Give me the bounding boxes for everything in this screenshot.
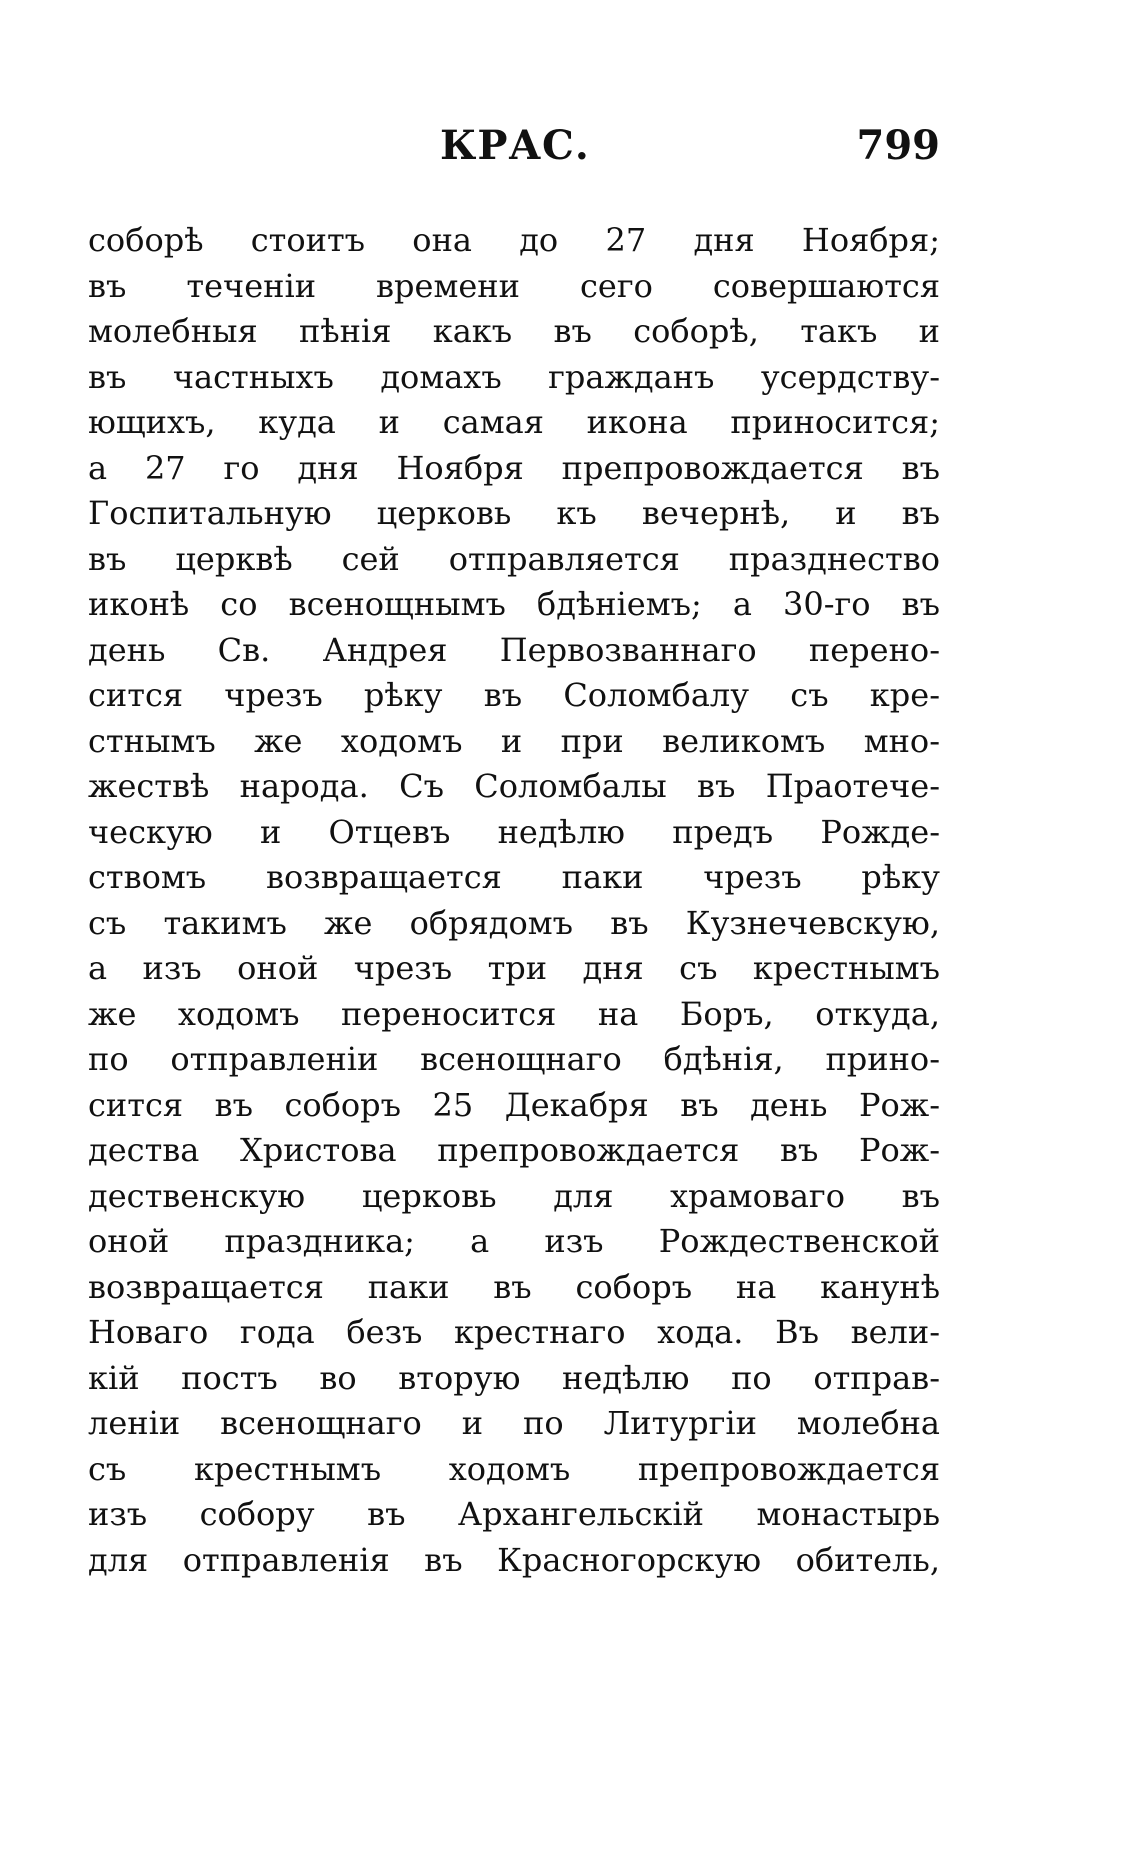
text-line: въ церквѣ сей отправляется празднество <box>88 539 940 578</box>
text-line: ющихъ, куда и самая икона приносится; <box>88 403 940 441</box>
text-line: стнымъ же ходомъ и при великомъ мно- <box>88 721 940 760</box>
text-line: возвращается паки въ соборъ на канунѣ <box>88 1267 940 1306</box>
text-line: съ крестнымъ ходомъ препровождается <box>88 1449 940 1488</box>
text-line: соборѣ стоитъ она до 27 дня Ноября; <box>88 221 940 259</box>
text-line: въ частныхъ домахъ гражданъ усердству- <box>88 357 940 396</box>
body-text <box>88 218 940 1583</box>
text-line: же ходомъ переносится на Боръ, откуда, <box>88 994 940 1033</box>
text-line: ческую и Отцевъ недѣлю предъ Рожде- <box>88 812 940 851</box>
text-line: леніи всенощнаго и по Литургіи молебна <box>88 1404 940 1442</box>
text-line: для отправленія въ Красногорскую обитель, <box>88 1540 940 1579</box>
page-number: 799 <box>856 122 940 169</box>
text-line: а изъ оной чрезъ три дня съ крестнымъ <box>88 949 940 987</box>
text-line: иконѣ со всенощнымъ бдѣніемъ; а 30-го въ <box>88 585 940 623</box>
text-line: ствомъ возвращается паки чрезъ рѣку <box>88 858 940 896</box>
running-head: КРАС. <box>440 122 590 169</box>
text-line: молебныя пѣнія какъ въ соборѣ, такъ и <box>88 312 940 350</box>
text-line: кій постъ во вторую недѣлю по отправ- <box>88 1358 940 1397</box>
text-line: сится чрезъ рѣку въ Соломбалу съ кре- <box>88 676 940 714</box>
text-line: съ такимъ же обрядомъ въ Кузнечевскую, <box>88 903 940 942</box>
text-line: по отправленіи всенощнаго бдѣнія, прино- <box>88 1040 940 1078</box>
text-line: дества Христова препровождается въ Рож- <box>88 1131 940 1169</box>
text-line: а 27 го дня Ноября препровождается въ <box>88 448 940 487</box>
page-header <box>90 122 940 172</box>
text-line: жествѣ народа. Съ Соломбалы въ Праотече- <box>88 767 940 805</box>
text-line: изъ собору въ Архангельскій монастырь <box>88 1495 940 1533</box>
text-line: въ теченіи времени сего совершаются <box>88 266 940 305</box>
text-line: сится въ соборъ 25 Декабря въ день Рож- <box>88 1085 940 1124</box>
text-line: день Св. Андрея Первозваннаго перено- <box>88 630 940 669</box>
text-line: оной праздника; а изъ Рождественской <box>88 1222 940 1260</box>
text-line: Госпитальную церковь къ вечернѣ, и въ <box>88 494 940 532</box>
text-line: дественскую церковь для храмоваго въ <box>88 1176 940 1215</box>
text-line: Новаго года безъ крестнаго хода. Въ вели- <box>88 1313 940 1351</box>
